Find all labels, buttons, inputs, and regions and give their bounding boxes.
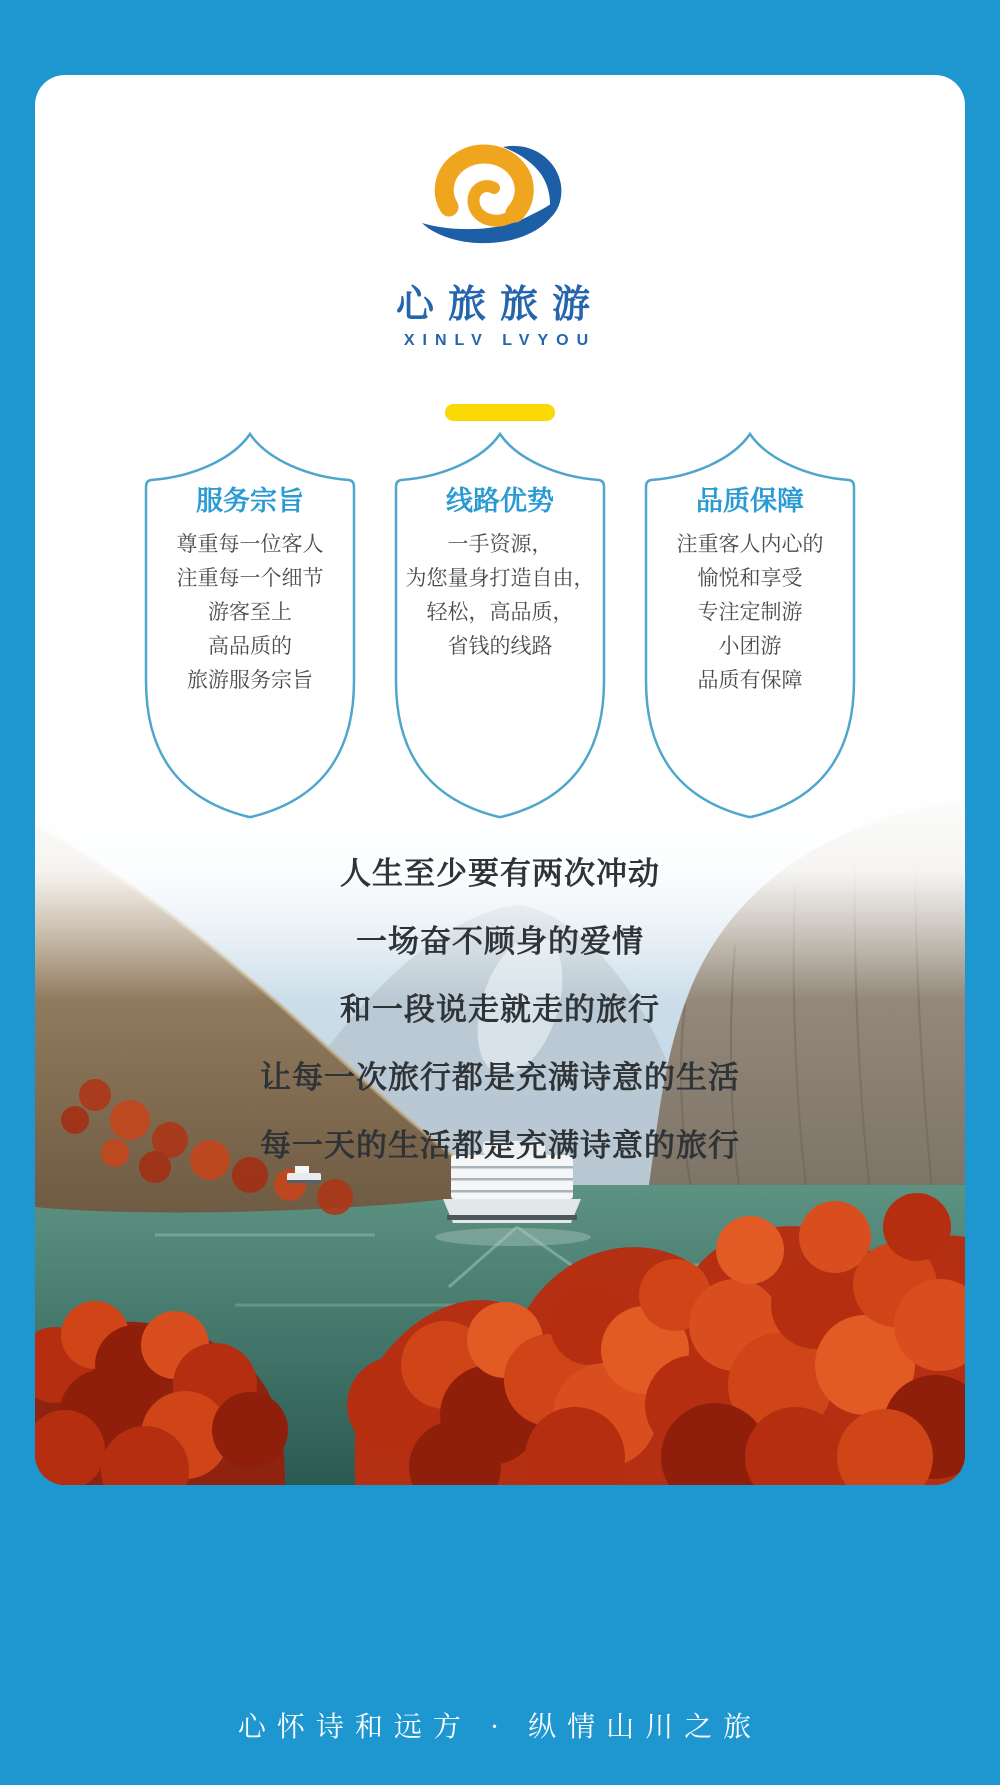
shield-body-line: 专注定制游 <box>697 601 803 624</box>
shield-body-line: 旅游服务宗旨 <box>187 669 313 692</box>
shield-body-line: 注重每一个细节 <box>176 567 324 590</box>
shield-body-line: 游客至上 <box>208 601 292 624</box>
shield-body-line: 尊重每一位客人 <box>176 533 324 556</box>
yellow-divider-bar <box>445 404 555 421</box>
footer-slogan: 心怀诗和远方 · 纵情山川之旅 <box>237 1712 763 1743</box>
brand-name-en: XINLV LVYOU <box>403 332 597 349</box>
poem-line: 让每一次旅行都是充满诗意的生活 <box>260 1060 740 1095</box>
shield-body-line: 轻松，高品质， <box>426 601 574 624</box>
poem-line: 和一段说走就走的旅行 <box>340 992 660 1027</box>
wave-swirl-logo-icon <box>410 137 590 247</box>
shield-body <box>136 528 364 698</box>
poem-line: 人生至少要有两次冲动 <box>340 856 660 891</box>
poem-block <box>35 853 965 1167</box>
shield-body-line: 品质有保障 <box>697 669 803 692</box>
poem-line: 每一天的生活都是充满诗意的旅行 <box>260 1128 740 1163</box>
shield-body <box>386 528 614 664</box>
poem-line: 一场奋不顾身的爱情 <box>356 924 644 959</box>
shield-body-line: 为您量身打造自由， <box>405 567 595 590</box>
brand-name: 心旅旅游 <box>395 284 604 326</box>
shield-body-line: 省钱的线路 <box>447 635 553 658</box>
shield-title: 服务宗旨 <box>196 486 304 516</box>
shield-title: 线路优势 <box>446 486 554 516</box>
shield-body <box>636 528 864 698</box>
feature-shields <box>35 429 965 821</box>
shield-body-line: 小团游 <box>718 635 782 658</box>
shield-body-line: 一手资源， <box>447 533 553 556</box>
shield-route-advantage <box>386 429 614 821</box>
content-card <box>35 75 965 1485</box>
shield-body-line: 愉悦和享受 <box>697 567 803 590</box>
shield-service-purpose <box>136 429 364 821</box>
shield-body-line: 高品质的 <box>208 635 292 658</box>
shield-quality-guarantee <box>636 429 864 821</box>
shield-body-line: 注重客人内心的 <box>676 533 824 556</box>
shield-title: 品质保障 <box>696 486 804 516</box>
